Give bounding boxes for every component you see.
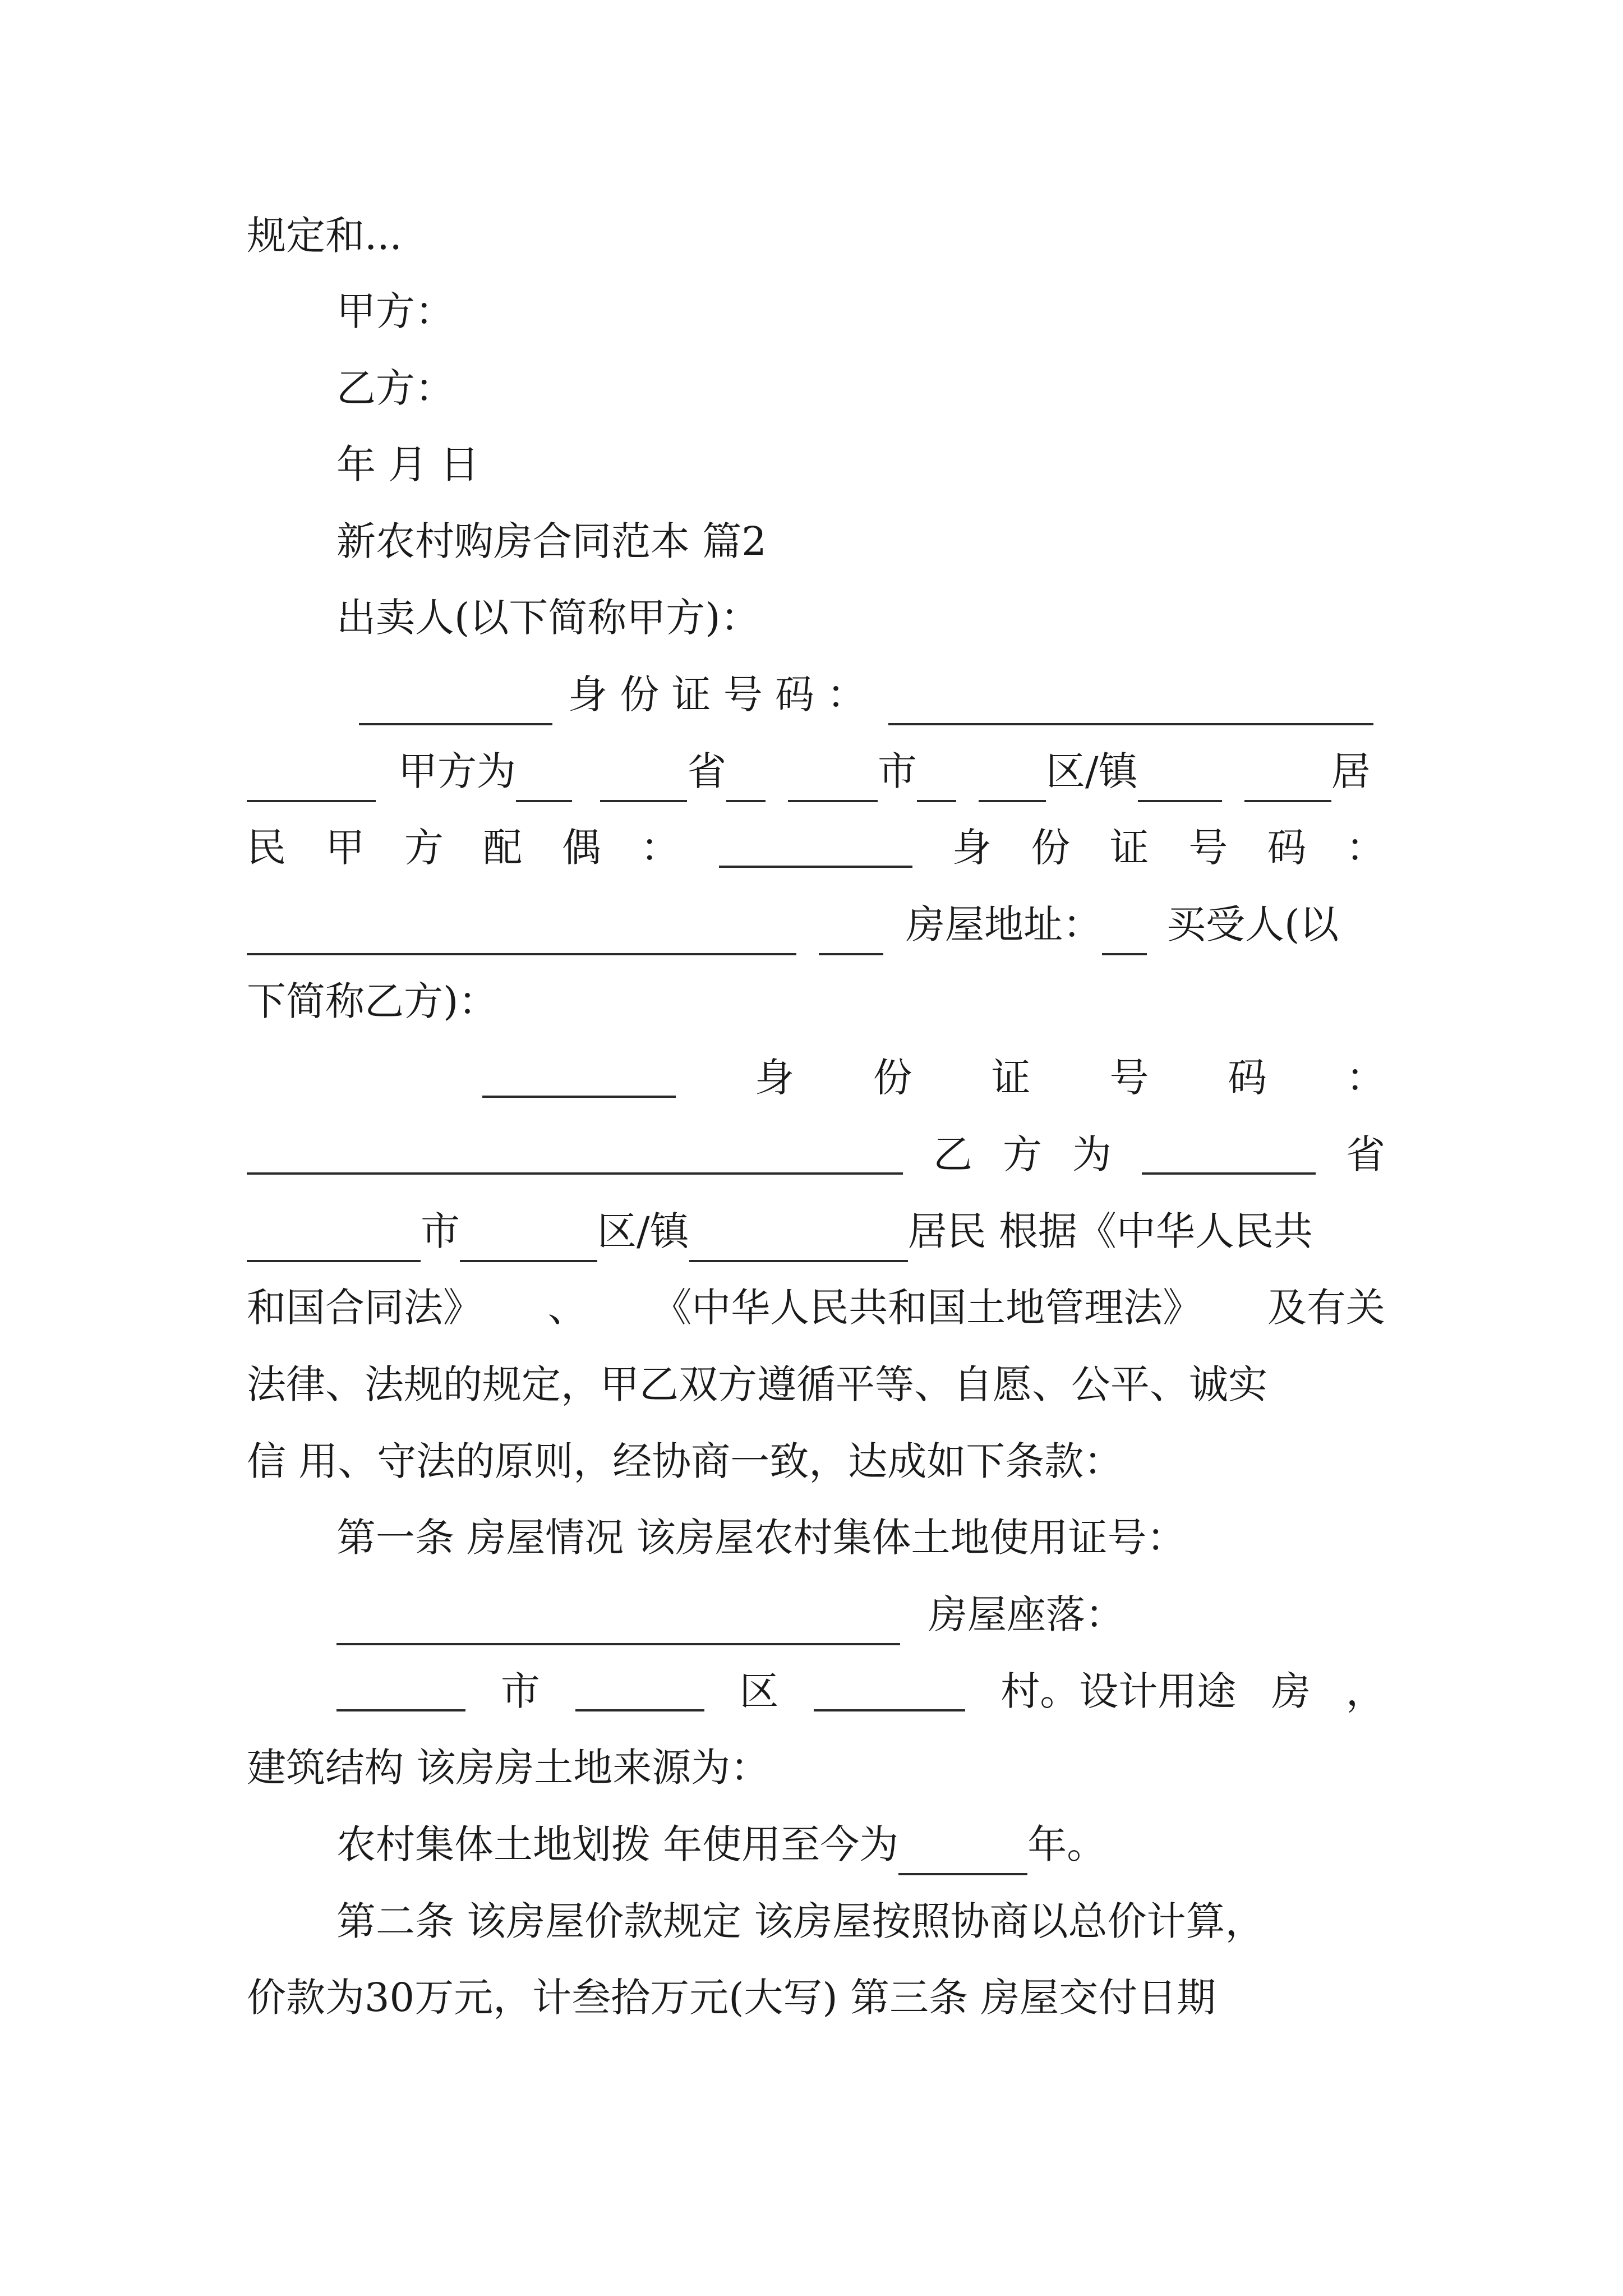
- spouse-label-char: 方: [404, 825, 444, 871]
- seller-id-line: [359, 664, 1385, 725]
- party-b-label: 乙方：: [336, 365, 454, 411]
- id-label-char: 份: [873, 1055, 912, 1101]
- id-label-char: 身: [952, 825, 992, 871]
- party-b-line: [336, 357, 1385, 419]
- id-label-char: 码: [1228, 1055, 1267, 1101]
- line-text: 建筑结构 该房房土地来源为：: [247, 1745, 770, 1791]
- house-address-line: [247, 894, 1385, 955]
- line-text: 规定和...: [247, 213, 402, 259]
- spouse-name-blank: [719, 827, 912, 868]
- contract-law-name: 和国合同法》: [247, 1285, 482, 1331]
- separator: 、: [547, 1285, 587, 1331]
- section-heading: [336, 510, 1385, 572]
- spouse-line: [247, 817, 1385, 878]
- design-use-text: 村。设计用途: [1000, 1668, 1237, 1714]
- seller-id-blank: [888, 685, 1373, 725]
- spouse-label-char: 甲: [325, 825, 365, 871]
- blank: [247, 762, 376, 802]
- years-blank: [898, 1835, 1027, 1875]
- line-text: 信 用、守法的原则，经协商一致，达成如下条款：: [247, 1438, 1123, 1484]
- land-cert-blank: [336, 1605, 900, 1645]
- line-text: 年。: [1027, 1821, 1106, 1867]
- blank: [1138, 762, 1222, 802]
- district-blank: [575, 1671, 704, 1711]
- date-label: 年 月 日: [336, 441, 479, 487]
- text-line: [247, 1354, 1385, 1415]
- spouse-label-char: 偶: [561, 825, 601, 871]
- buyer-is-char: 为: [1072, 1131, 1112, 1177]
- article-1-text: 第一条 房屋情况 该房屋农村集体土地使用证号：: [336, 1515, 1186, 1561]
- province-label: 省: [687, 748, 726, 794]
- id-label-char: 证: [1109, 825, 1149, 871]
- house-address-blank: [1102, 915, 1147, 955]
- resident-label: 民: [247, 825, 286, 871]
- spouse-id-blank: [247, 915, 796, 955]
- date-line: [336, 434, 1385, 495]
- colon: ：: [1345, 825, 1385, 871]
- city-label: 市: [878, 748, 917, 794]
- land-law-name: 《中华人民共和国土地管理法》: [652, 1285, 1202, 1331]
- line-text: 农村集体土地划拨 年使用至今为: [336, 1821, 899, 1867]
- location-line: [336, 1584, 1385, 1645]
- resident-label: 居: [1331, 748, 1371, 794]
- city-blank: [247, 1222, 421, 1262]
- house-location-label: 房屋座落：: [928, 1591, 1124, 1637]
- law-basis-text: 居民 根据《中华人民共: [907, 1208, 1313, 1254]
- district-label: 区/镇: [1046, 748, 1138, 794]
- spouse-label-char: 配: [483, 825, 523, 871]
- resident-blank: [1244, 762, 1331, 802]
- text-fragment: 及有关: [1267, 1285, 1385, 1331]
- id-label-char: 身: [754, 1055, 794, 1101]
- city-label: 市: [421, 1208, 460, 1254]
- article-1-line: [336, 1507, 1385, 1568]
- buyer-address-line: [247, 1124, 1385, 1185]
- section-title: 新农村购房合同范本 篇2: [336, 518, 767, 564]
- text-line: [247, 970, 1385, 1032]
- buyer-label: 买受人(以: [1166, 901, 1339, 947]
- village-blank: [814, 1671, 965, 1711]
- resident-blank: [689, 1222, 908, 1262]
- colon: ：: [1345, 1055, 1385, 1101]
- buyer-address-line-2: [247, 1200, 1385, 1262]
- colon: ：: [640, 825, 680, 871]
- party-a-is-label: 甲方为: [398, 748, 516, 794]
- line-text: 价款为30万元，计叁拾万元(大写) 第三条 房屋交付日期: [247, 1975, 1216, 2021]
- seller-label: 出卖人(以下简称甲方)：: [336, 595, 760, 641]
- blank: [516, 762, 572, 802]
- article-2-text: 第二条 该房屋价款规定 该房屋按照协商以总价计算，: [336, 1898, 1265, 1944]
- province-blank: [1142, 1134, 1316, 1175]
- buyer-is-char: 方: [1003, 1131, 1042, 1177]
- house-address-label: 房屋地址：: [906, 901, 1102, 947]
- city-blank: [788, 762, 878, 802]
- buyer-id-line: [482, 1047, 1385, 1108]
- article-2-line: [336, 1890, 1385, 1952]
- line-text: 法律、法规的规定，甲乙双方遵循平等、自愿、公平、诚实: [247, 1361, 1267, 1407]
- id-label-char: 号: [1109, 1055, 1149, 1101]
- blank: [819, 915, 883, 955]
- blank: [726, 762, 766, 802]
- district-blank: [979, 762, 1046, 802]
- house-label: 房: [1271, 1668, 1311, 1714]
- comma: ，: [1345, 1668, 1385, 1714]
- buyer-id-blank: [247, 1134, 903, 1175]
- seller-line: [336, 587, 1385, 648]
- buyer-name-blank: [482, 1057, 676, 1098]
- city-blank: [336, 1671, 465, 1711]
- district-label: 区: [739, 1668, 779, 1714]
- text-line: [247, 1430, 1385, 1492]
- id-label-char: 份: [1031, 825, 1071, 871]
- location-detail-line: [336, 1660, 1385, 1722]
- text-line: [247, 1737, 1385, 1798]
- province-blank: [600, 762, 687, 802]
- buyer-is-char: 乙: [933, 1131, 972, 1177]
- id-label-char: 号: [1188, 825, 1228, 871]
- province-label: 省: [1346, 1131, 1385, 1177]
- text-line: [247, 205, 1385, 266]
- land-origin-line: [336, 1814, 1385, 1875]
- text-line: [247, 1967, 1385, 2028]
- seller-name-blank: [359, 685, 552, 725]
- id-number-label: 身 份 证 号 码 ：: [568, 671, 866, 717]
- blank: [917, 762, 956, 802]
- party-a-line: [336, 280, 1385, 342]
- city-label: 市: [500, 1668, 540, 1714]
- id-label-char: 码: [1267, 825, 1307, 871]
- seller-address-line: [247, 740, 1385, 802]
- id-label-char: 证: [991, 1055, 1031, 1101]
- district-label: 区/镇: [597, 1208, 689, 1254]
- buyer-label-cont: 下简称乙方)：: [247, 978, 498, 1024]
- law-line: [247, 1277, 1385, 1338]
- party-a-label: 甲方：: [336, 288, 454, 334]
- district-blank: [460, 1222, 597, 1262]
